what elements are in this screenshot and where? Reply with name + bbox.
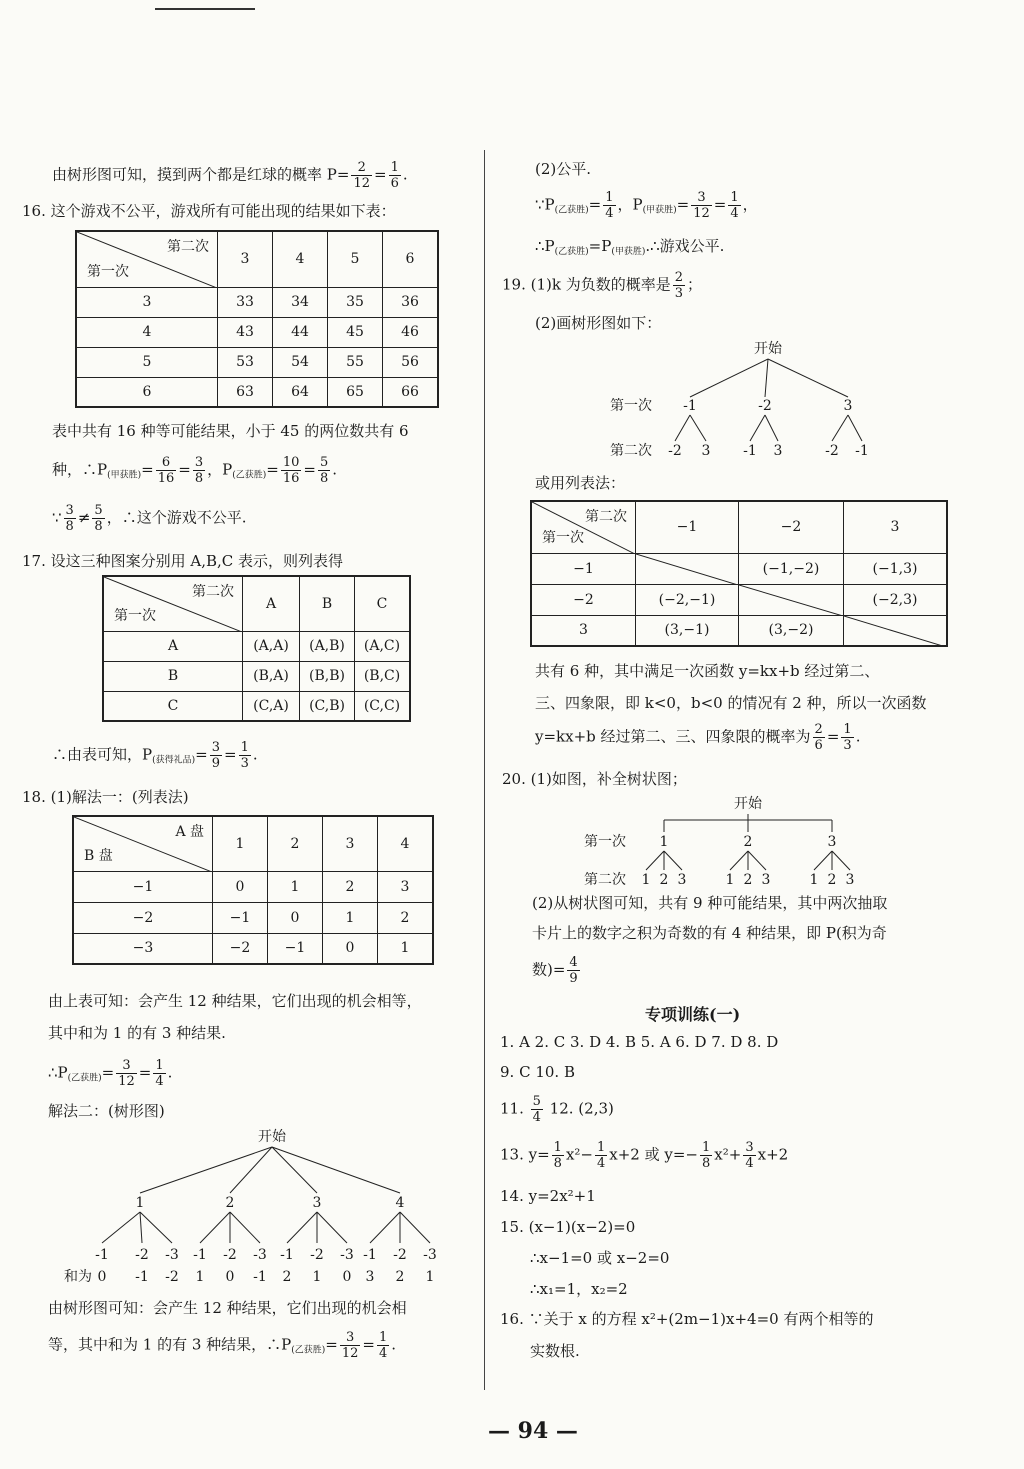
q19-line-b: (2)画树形图如下： <box>535 314 662 332</box>
svg-text:1: 1 <box>425 1269 435 1285</box>
q19-line-d: 共有 6 种，其中满足一次函数 y=kx+b 经过第二、 <box>535 662 880 680</box>
answers-2: 9. C 10. B <box>500 1063 575 1081</box>
svg-text:0: 0 <box>342 1269 352 1285</box>
r-line-2: $\because P_{(乙获胜)}=$ $\frac{1}{4}$ ，$P_{(甲获胜)}=$ $\frac{3}{12}$ = $\frac{1}{4}$ ， <box>535 190 758 221</box>
svg-text:-3: -3 <box>253 1247 267 1263</box>
q16-line-c: ∵ $\frac{3}{8}$ ≠ $\frac{5}{8}$ ，∴这个游戏不公平. <box>52 503 247 534</box>
q18-line-a: 由上表可知：会产生 12 种结果，它们出现的机会相等， <box>48 992 422 1010</box>
svg-text:第一次: 第一次 <box>584 834 626 850</box>
svg-text:2: 2 <box>225 1195 235 1211</box>
answers-3: 11. $\frac{5}{4}$ 12. (2,3) <box>500 1094 614 1125</box>
answers-8: ∴x₁=1，x₂=2 <box>530 1280 628 1298</box>
answers-7: ∴x−1=0 或 x−2=0 <box>530 1249 670 1267</box>
answers-9: 16. ∵关于 x 的方程 x²+(2m−1)x+4=0 有两个相等的 <box>500 1310 874 1328</box>
table-q19: 第二次 第一次 −1 −2 3 −1 (−1,−2) (−1,3) −2 (−2,−1) (−2,3) 3 (3,−1) (3,−2) <box>530 500 948 647</box>
svg-text:-1: -1 <box>253 1269 267 1285</box>
svg-text:0: 0 <box>97 1269 107 1285</box>
svg-text:-1: -1 <box>193 1247 207 1263</box>
q18-line-c: $\therefore P_{(乙获胜)}=$ $\frac{3}{12}$ = $\frac{1}{4}$ . <box>48 1058 173 1089</box>
q16-intro: 16. 这个游戏不公平，游戏所有可能出现的结果如下表： <box>22 202 396 220</box>
svg-text:第二次: 第二次 <box>584 872 626 888</box>
svg-text:1: 1 <box>641 872 651 888</box>
svg-text:-1: -1 <box>363 1247 377 1263</box>
svg-text:-2: -2 <box>825 443 839 459</box>
svg-text:1: 1 <box>195 1269 205 1285</box>
answers-1: 1. A 2. C 3. D 4. B 5. A 6. D 7. D 8. D <box>500 1033 779 1051</box>
svg-text:3: 3 <box>312 1195 322 1211</box>
table-q16-col: 3 <box>218 231 273 287</box>
table-q18: A 盘 B 盘 1 2 3 4 −1 0 1 2 3 −2 −1 0 1 2 −3 −2 −1 0 1 <box>72 815 434 965</box>
q18-line-b: 其中和为 1 的有 3 种结果. <box>48 1024 226 1042</box>
svg-text:-2: -2 <box>165 1269 179 1285</box>
svg-text:3: 3 <box>677 872 687 888</box>
svg-text:第一次: 第一次 <box>610 398 652 414</box>
table-q16-col: 6 <box>383 231 439 287</box>
table-row: 5 53 54 55 56 <box>76 347 438 377</box>
column-separator <box>484 150 485 1390</box>
q19-line-c: 或用列表法： <box>535 474 626 492</box>
svg-text:3: 3 <box>365 1269 375 1285</box>
svg-text:3: 3 <box>843 398 853 414</box>
svg-text:-2: -2 <box>310 1247 324 1263</box>
table-q17-corner: 第二次 第一次 <box>103 576 243 631</box>
r-line-3: $\therefore P_{(乙获胜)}=P_{(甲获胜)}.\therefore$游戏公平. <box>535 237 725 257</box>
section-title: 专项训练(一) <box>645 1005 741 1024</box>
table-row: −2 −1 0 1 2 <box>73 902 433 933</box>
svg-text:-3: -3 <box>165 1247 179 1263</box>
table-row: 6 63 64 65 66 <box>76 377 438 407</box>
svg-text:4: 4 <box>395 1195 405 1211</box>
table-row: C (C,A) (C,B) (C,C) <box>103 691 410 721</box>
table-row: 4 43 44 45 46 <box>76 317 438 347</box>
svg-text:-1: -1 <box>95 1247 109 1263</box>
svg-text:1: 1 <box>725 872 735 888</box>
q19-line-f: y=kx+b 经过第二、三、四象限的概率为 $\frac{2}{6}$ = $\frac{1}{3}$ . <box>535 722 861 753</box>
q18-method2: 解法二：(树形图) <box>48 1102 165 1120</box>
svg-text:-1: -1 <box>280 1247 294 1263</box>
svg-text:3: 3 <box>761 872 771 888</box>
svg-text:-1: -1 <box>683 398 697 414</box>
svg-text:-1: -1 <box>855 443 869 459</box>
svg-text:1: 1 <box>135 1195 145 1211</box>
svg-text:1: 1 <box>312 1269 322 1285</box>
q18-line-e: 等，其中和为 1 的有 3 种结果，$\therefore P_{(乙获胜)}=$ $\frac{3}{12}$ = $\frac{1}{4}$ . <box>48 1330 397 1361</box>
svg-text:第二次: 第二次 <box>610 443 652 459</box>
svg-text:-2: -2 <box>668 443 682 459</box>
q20-line-b: (2)从树状图可知，共有 9 种可能结果，其中两次抽取 <box>532 894 888 912</box>
svg-text:3: 3 <box>701 443 711 459</box>
table-q16-col: 4 <box>273 231 328 287</box>
svg-text:和为: 和为 <box>64 1269 92 1285</box>
table-row: −3 −2 −1 0 1 <box>73 933 433 964</box>
q17-intro: 17. 设这三种图案分别用 A,B,C 表示，则列表得 <box>22 552 344 570</box>
svg-text:2: 2 <box>743 872 753 888</box>
svg-text:2: 2 <box>395 1269 405 1285</box>
table-row: 3 (3,−1) (3,−2) <box>531 615 947 646</box>
svg-text:-2: -2 <box>758 398 772 414</box>
table-row: 3 33 34 35 36 <box>76 287 438 317</box>
q20-line-d: 数)= $\frac{4}{9}$ <box>532 955 578 986</box>
tree-q20 <box>580 790 880 890</box>
answers-4: 13. y= $\frac{1}{8}$ x²− $\frac{1}{4}$ x+2 或 y=− $\frac{1}{8}$ x²+ $\frac{3}{4}$ x+2 <box>500 1140 789 1171</box>
answers-5: 14. y=2x²+1 <box>500 1187 596 1205</box>
q16-line-a: 表中共有 16 种等可能结果，小于 45 的两位数共有 6 <box>52 422 409 440</box>
svg-text:-1: -1 <box>743 443 757 459</box>
table-q16-col: 5 <box>328 231 383 287</box>
svg-text:1: 1 <box>659 834 669 850</box>
svg-text:2: 2 <box>659 872 669 888</box>
svg-text:-3: -3 <box>340 1247 354 1263</box>
svg-text:开始: 开始 <box>754 341 782 357</box>
r-line-1: (2)公平. <box>535 160 592 178</box>
top-rule <box>155 8 255 10</box>
q20-line-a: 20. (1)如图，补全树状图； <box>502 770 687 788</box>
table-q19-corner: 第二次 第一次 <box>531 501 636 553</box>
svg-text:3: 3 <box>827 834 837 850</box>
svg-text:1: 1 <box>809 872 819 888</box>
tree-q18 <box>40 1125 460 1290</box>
svg-text:-1: -1 <box>135 1269 149 1285</box>
table-row: −1 0 1 2 3 <box>73 871 433 902</box>
table-q16 <box>75 230 439 408</box>
q18-line-d: 由树形图可知：会产生 12 种结果，它们出现的机会相 <box>48 1299 407 1317</box>
q19-line-a: 19. (1)k 为负数的概率是 $\frac{2}{3}$ ； <box>502 270 703 301</box>
page-number: — 94 — <box>488 1418 578 1444</box>
table-row: −1 (−1,−2) (−1,3) <box>531 553 947 584</box>
left-line-1: 由树形图可知，摸到两个都是红球的概率 P= $\frac{2}{12}$ = $\frac{1}{6}$ . <box>52 160 408 191</box>
svg-text:2: 2 <box>743 834 753 850</box>
svg-text:3: 3 <box>773 443 783 459</box>
svg-text:2: 2 <box>282 1269 292 1285</box>
table-q17: 第二次 第一次 A B C A (A,A) (A,B) (A,C) B (B,A) (B,B) (B,C) C (C,A) (C,B) (C,C) <box>102 575 411 722</box>
table-row: A (A,A) (A,B) (A,C) <box>103 631 410 661</box>
tree-q19 <box>600 335 900 465</box>
svg-text:2: 2 <box>827 872 837 888</box>
svg-text:3: 3 <box>845 872 855 888</box>
svg-text:开始: 开始 <box>734 796 762 812</box>
q16-line-b: 种，$\therefore P_{(甲获胜)}=$ $\frac{6}{16}$ = $\frac{3}{8}$ ，$P_{(乙获胜)}=$ $\frac{10}{16}$ = $\frac{5}{8}$ . <box>52 455 337 486</box>
svg-text:-2: -2 <box>223 1247 237 1263</box>
svg-text:-2: -2 <box>393 1247 407 1263</box>
svg-text:-2: -2 <box>135 1247 149 1263</box>
answers-10: 实数根. <box>530 1342 580 1360</box>
table-row: B (B,A) (B,B) (B,C) <box>103 661 410 691</box>
tree-q18-root: 开始 <box>258 1129 286 1145</box>
q17-line-a: ∴由表可知，$P_{(获得礼品)}=$ $\frac{3}{9}$ = $\frac{1}{3}$ . <box>52 740 258 771</box>
answers-6: 15. (x−1)(x−2)=0 <box>500 1218 636 1236</box>
svg-text:0: 0 <box>225 1269 235 1285</box>
table-q16-corner: 第二次 第一次 <box>76 231 218 287</box>
q19-line-e: 三、四象限，即 k<0，b<0 的情况有 2 种，所以一次函数 <box>535 694 927 712</box>
table-row: −2 (−2,−1) (−2,3) <box>531 584 947 615</box>
q20-line-c: 卡片上的数字之积为奇数的有 4 种结果，即 P(积为奇 <box>532 924 887 942</box>
table-q18-corner: A 盘 B 盘 <box>73 816 213 871</box>
svg-text:-3: -3 <box>423 1247 437 1263</box>
q18-intro: 18. (1)解法一：(列表法) <box>22 788 189 806</box>
